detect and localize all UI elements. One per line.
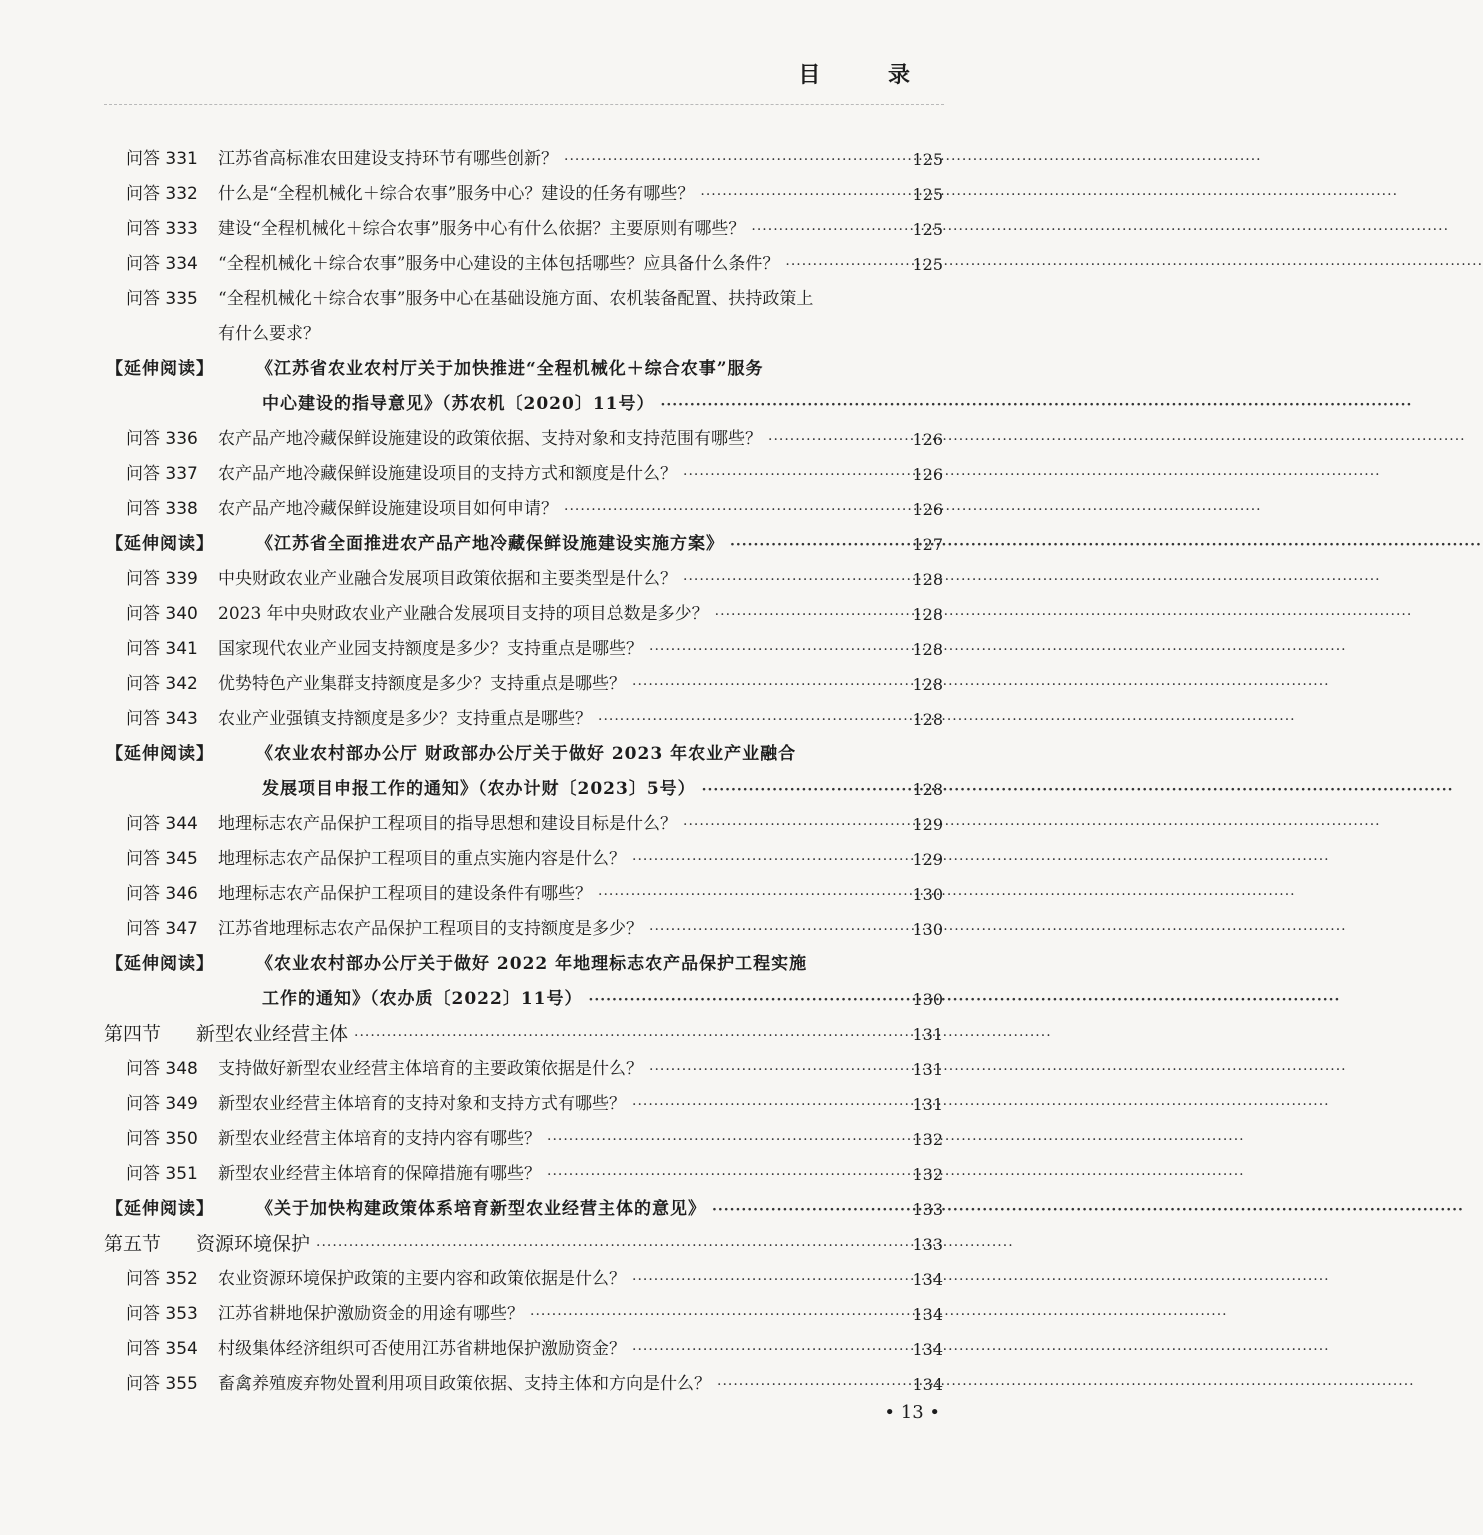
toc-entry-title: 农业资源环境保护政策的主要内容和政策依据是什么？ <box>218 1269 626 1289</box>
toc-page-number: 130 <box>912 885 943 904</box>
toc-question-row[interactable] <box>0 842 1056 877</box>
toc-entry-title: 农产品产地冷藏保鲜设施建设项目的支持方式和额度是什么？ <box>218 464 677 484</box>
toc-page-number: 128 <box>912 675 943 694</box>
toc-entry-title: 江苏省高标准农田建设支持环节有哪些创新？ <box>218 149 558 169</box>
toc-entry-line <box>218 1052 906 1088</box>
toc-question-row[interactable] <box>0 212 1056 247</box>
toc-entry-line <box>218 1297 906 1333</box>
toc-entry-title: 发展项目申报工作的通知》（农办计财〔2023〕5号） <box>262 779 696 799</box>
toc-question-row[interactable] <box>0 1262 1056 1297</box>
toc-entry-label: 【延伸阅读】 <box>106 359 214 379</box>
toc-entry-line <box>218 632 906 668</box>
toc-page-number: 129 <box>912 850 943 869</box>
toc-entry-title: 新型农业经营主体 <box>196 1023 349 1045</box>
toc-entry-line <box>218 1262 906 1298</box>
leader-dots <box>354 1019 1052 1054</box>
leader-dots <box>632 1088 1330 1123</box>
toc-section-row[interactable] <box>0 1227 1056 1262</box>
toc-entry-label: 第四节 <box>104 1023 162 1045</box>
toc-entry-line <box>262 982 906 1018</box>
leader-dots <box>547 1158 1245 1193</box>
toc-entry-label: 问答 352 <box>126 1269 198 1289</box>
toc-page-number: 125 <box>912 255 943 274</box>
toc-entry-label: 问答 340 <box>126 604 198 624</box>
toc-page-number: 127 <box>912 535 943 554</box>
toc-entry-title: 国家现代农业产业园支持额度是多少？支持重点是哪些？ <box>218 639 643 659</box>
toc-extended-reading-row[interactable] <box>0 387 1056 422</box>
toc-entry-line <box>218 422 906 458</box>
toc-entry-line <box>218 1332 906 1368</box>
toc-entry-label: 问答 350 <box>126 1129 198 1149</box>
toc-entry-title: 《关于加快构建政策体系培育新型农业经营主体的意见》 <box>256 1199 706 1219</box>
leader-dots <box>730 528 1482 563</box>
toc-entry-title: 《江苏省农业农村厅关于加快推进“全程机械化＋综合农事”服务 <box>256 359 764 379</box>
toc-page-number: 128 <box>912 605 943 624</box>
toc-page-number: 134 <box>912 1270 943 1289</box>
toc-question-row[interactable] <box>0 492 1056 527</box>
toc-entry-title: 资源环境保护 <box>196 1233 311 1255</box>
toc-entry-line <box>218 317 888 352</box>
toc-entry-line <box>218 177 906 213</box>
toc-entry-label: 问答 337 <box>126 464 198 484</box>
toc-entry-label: 第五节 <box>104 1233 162 1255</box>
toc-entry-line <box>218 667 906 703</box>
leader-dots <box>598 703 1296 738</box>
toc-page-number: 128 <box>912 710 943 729</box>
toc-question-row[interactable] <box>0 877 1056 912</box>
toc-entry-line <box>218 247 906 283</box>
toc-entry-title: 中央财政农业产业融合发展项目政策依据和主要类型是什么？ <box>218 569 677 589</box>
toc-entry-title: “全程机械化＋综合农事”服务中心建设的主体包括哪些？应具备什么条件？ <box>218 254 780 274</box>
leader-dots <box>632 668 1330 703</box>
leader-dots <box>768 423 1466 458</box>
toc-entry-label: 问答 346 <box>126 884 198 904</box>
toc-entry-line <box>256 527 906 563</box>
leader-dots <box>632 1333 1330 1368</box>
toc-question-row[interactable] <box>0 667 1056 702</box>
toc-page-number: 128 <box>912 780 943 799</box>
toc-entry-title: 支持做好新型农业经营主体培育的主要政策依据是什么？ <box>218 1059 643 1079</box>
toc-entry-line <box>218 702 906 738</box>
toc-page-number: 133 <box>912 1235 943 1254</box>
toc-entry-line <box>218 912 906 948</box>
leader-dots <box>700 178 1398 213</box>
header-divider <box>104 104 944 105</box>
toc-question-row[interactable] <box>0 457 1056 492</box>
toc-entry-title: 农产品产地冷藏保鲜设施建设项目如何申请？ <box>218 499 558 519</box>
page-number: • 13 • <box>884 1402 940 1423</box>
toc-entry-label: 问答 348 <box>126 1059 198 1079</box>
toc-question-row[interactable] <box>0 912 1056 947</box>
toc-entry-label: 问答 347 <box>126 919 198 939</box>
toc-question-row[interactable] <box>0 1297 1056 1332</box>
toc-page-number: 131 <box>912 1095 943 1114</box>
toc-entry-title: 中心建设的指导意见》（苏农机〔2020〕11号） <box>262 394 655 414</box>
leader-dots <box>649 633 1347 668</box>
leader-dots <box>717 1368 1415 1403</box>
toc-entry-title: 地理标志农产品保护工程项目的重点实施内容是什么？ <box>218 849 626 869</box>
toc-entry-title: 2023 年中央财政农业产业融合发展项目支持的项目总数是多少？ <box>218 604 709 624</box>
toc-page-number: 126 <box>912 465 943 484</box>
toc-entry-label: 【延伸阅读】 <box>106 744 214 764</box>
toc-question-row[interactable] <box>0 1367 1056 1402</box>
toc-entry-title: 新型农业经营主体培育的支持对象和支持方式有哪些？ <box>218 1094 626 1114</box>
leader-dots <box>649 1053 1347 1088</box>
toc-entry-label: 问答 355 <box>126 1374 198 1394</box>
toc-entry-label: 问答 331 <box>126 149 198 169</box>
toc-entry-label: 问答 344 <box>126 814 198 834</box>
toc-entry-line <box>218 597 906 633</box>
toc-page-number: 129 <box>912 815 943 834</box>
toc-entry-title: 农产品产地冷藏保鲜设施建设的政策依据、支持对象和支持范围有哪些？ <box>218 429 762 449</box>
toc-entry-title: 有什么要求？ <box>218 324 320 344</box>
toc-entry-title: 地理标志农产品保护工程项目的建设条件有哪些？ <box>218 884 592 904</box>
toc-entry-label: 问答 351 <box>126 1164 198 1184</box>
toc-entry-line <box>262 387 906 423</box>
toc-entry-line <box>218 212 906 248</box>
toc-page-number: 125 <box>912 150 943 169</box>
toc-entry-title: 《江苏省全面推进农产品产地冷藏保鲜设施建设实施方案》 <box>256 534 724 554</box>
toc-page-number: 131 <box>912 1060 943 1079</box>
toc-extended-reading-row[interactable] <box>0 947 1056 982</box>
toc-entry-line <box>256 352 888 387</box>
toc-entry-line <box>218 842 906 878</box>
toc-page-number: 125 <box>912 185 943 204</box>
toc-question-row[interactable] <box>0 597 1056 632</box>
toc-extended-reading-row[interactable] <box>0 352 1056 387</box>
leader-dots <box>660 388 1412 423</box>
toc-page-number: 126 <box>912 430 943 449</box>
toc-page-number: 134 <box>912 1340 943 1359</box>
toc-entry-line <box>218 492 906 528</box>
leader-dots <box>316 1229 1014 1264</box>
toc-page-number: 130 <box>912 920 943 939</box>
page-header-title: 目 录 <box>798 63 940 88</box>
toc-extended-reading-row[interactable] <box>0 772 1056 807</box>
toc-page-number: 126 <box>912 500 943 519</box>
toc-question-row[interactable] <box>0 422 1056 457</box>
toc-extended-reading-row[interactable] <box>0 737 1056 772</box>
toc-entry-title: 《农业农村部办公厅关于做好 2022 年地理标志农产品保护工程实施 <box>256 954 808 974</box>
toc-page-number: 134 <box>912 1375 943 1394</box>
toc-entry-line <box>218 1122 906 1158</box>
toc-question-row[interactable] <box>0 142 1056 177</box>
toc-entry-title: 什么是“全程机械化＋综合农事”服务中心？建设的任务有哪些？ <box>218 184 695 204</box>
toc-question-row[interactable] <box>0 247 1056 282</box>
leader-dots <box>598 878 1296 913</box>
toc-entry-label: 问答 342 <box>126 674 198 694</box>
toc-page-number: 132 <box>912 1165 943 1184</box>
toc-entry-label: 问答 343 <box>126 709 198 729</box>
leader-dots <box>632 843 1330 878</box>
toc-section-row[interactable] <box>0 1017 1056 1052</box>
toc-entry-line <box>218 1157 906 1193</box>
leader-dots <box>751 213 1449 248</box>
toc-entry-title: 新型农业经营主体培育的支持内容有哪些？ <box>218 1129 541 1149</box>
toc-page-number: 128 <box>912 640 943 659</box>
toc-entry-label: 问答 336 <box>126 429 198 449</box>
toc-entry-title: “全程机械化＋综合农事”服务中心在基础设施方面、农机装备配置、扶持政策上 <box>218 289 814 309</box>
leader-dots <box>588 983 1340 1018</box>
toc-entry-label: 【延伸阅读】 <box>106 534 214 554</box>
toc-entry-line <box>218 1087 906 1123</box>
toc-extended-reading-row[interactable] <box>0 982 1056 1017</box>
toc-entry-label: 问答 333 <box>126 219 198 239</box>
leader-dots <box>683 458 1381 493</box>
toc-entry-label: 问答 349 <box>126 1094 198 1114</box>
leader-dots <box>530 1298 1228 1333</box>
toc-question-row[interactable] <box>0 1157 1056 1192</box>
toc-entry-title: 农业产业强镇支持额度是多少？支持重点是哪些？ <box>218 709 592 729</box>
toc-entry-label: 问答 341 <box>126 639 198 659</box>
leader-dots <box>547 1123 1245 1158</box>
toc-entry-label: 问答 334 <box>126 254 198 274</box>
leader-dots <box>649 913 1347 948</box>
toc-entry-line <box>218 142 906 178</box>
toc-question-row[interactable] <box>0 1332 1056 1367</box>
leader-dots <box>702 773 1454 808</box>
toc-entry-label: 问答 353 <box>126 1304 198 1324</box>
toc-entry-title: 工作的通知》（农办质〔2022〕11号） <box>262 989 583 1009</box>
toc-question-row[interactable] <box>0 562 1056 597</box>
toc-entry-label: 问答 345 <box>126 849 198 869</box>
toc-page-number: 133 <box>912 1200 943 1219</box>
toc-entry-line <box>218 562 906 598</box>
toc-entry-title: 江苏省地理标志农产品保护工程项目的支持额度是多少？ <box>218 919 643 939</box>
toc-entry-title: 《农业农村部办公厅 财政部办公厅关于做好 2023 年农业产业融合 <box>256 744 797 764</box>
toc-entry-title: 优势特色产业集群支持额度是多少？支持重点是哪些？ <box>218 674 626 694</box>
toc-page-number: 128 <box>912 570 943 589</box>
toc-question-row[interactable] <box>0 282 1056 317</box>
toc-question-row[interactable] <box>0 702 1056 737</box>
toc-entry-line <box>218 807 906 843</box>
toc-entry-title: 江苏省耕地保护激励资金的用途有哪些？ <box>218 1304 524 1324</box>
leader-dots <box>632 1263 1330 1298</box>
toc-page-number: 125 <box>912 220 943 239</box>
toc-question-row[interactable] <box>0 1087 1056 1122</box>
toc-entry-line <box>256 947 888 982</box>
toc-entry-line <box>196 1017 906 1054</box>
toc-entry-title: 村级集体经济组织可否使用江苏省耕地保护激励资金？ <box>218 1339 626 1359</box>
toc-entry-line <box>256 1192 906 1228</box>
toc-question-row[interactable] <box>0 1122 1056 1157</box>
toc-entry-label: 问答 335 <box>126 289 198 309</box>
toc-entry-line <box>218 1367 906 1403</box>
toc-extended-reading-row[interactable] <box>0 1192 1056 1227</box>
toc-question-row[interactable] <box>0 632 1056 667</box>
toc-entry-line <box>256 737 888 772</box>
toc-entry-title: 地理标志农产品保护工程项目的指导思想和建设目标是什么？ <box>218 814 677 834</box>
toc-page-number: 134 <box>912 1305 943 1324</box>
toc-entry-label: 问答 332 <box>126 184 198 204</box>
toc-extended-reading-row[interactable] <box>0 527 1056 562</box>
toc-page-number: 132 <box>912 1130 943 1149</box>
leader-dots <box>683 563 1381 598</box>
toc-entry-label: 问答 339 <box>126 569 198 589</box>
toc-entry-label: 【延伸阅读】 <box>106 1199 214 1219</box>
leader-dots <box>712 1193 1464 1228</box>
table-of-contents <box>0 142 1056 1402</box>
toc-question-row[interactable] <box>0 317 1056 352</box>
toc-entry-title: 畜禽养殖废弃物处置利用项目政策依据、支持主体和方向是什么？ <box>218 1374 711 1394</box>
leader-dots <box>683 808 1381 843</box>
toc-entry-line <box>262 772 906 808</box>
toc-question-row[interactable] <box>0 177 1056 212</box>
toc-entry-title: 建设“全程机械化＋综合农事”服务中心有什么依据？主要原则有哪些？ <box>218 219 746 239</box>
toc-entry-line <box>196 1227 906 1264</box>
toc-question-row[interactable] <box>0 807 1056 842</box>
toc-entry-label: 问答 338 <box>126 499 198 519</box>
toc-page-number: 130 <box>912 990 943 1009</box>
toc-entry-label: 【延伸阅读】 <box>106 954 214 974</box>
toc-entry-title: 新型农业经营主体培育的保障措施有哪些？ <box>218 1164 541 1184</box>
leader-dots <box>785 248 1483 283</box>
toc-entry-line <box>218 877 906 913</box>
toc-question-row[interactable] <box>0 1052 1056 1087</box>
toc-entry-line <box>218 282 888 317</box>
leader-dots <box>715 598 1413 633</box>
toc-entry-line <box>218 457 906 493</box>
toc-entry-label: 问答 354 <box>126 1339 198 1359</box>
toc-page-number: 131 <box>912 1025 943 1044</box>
